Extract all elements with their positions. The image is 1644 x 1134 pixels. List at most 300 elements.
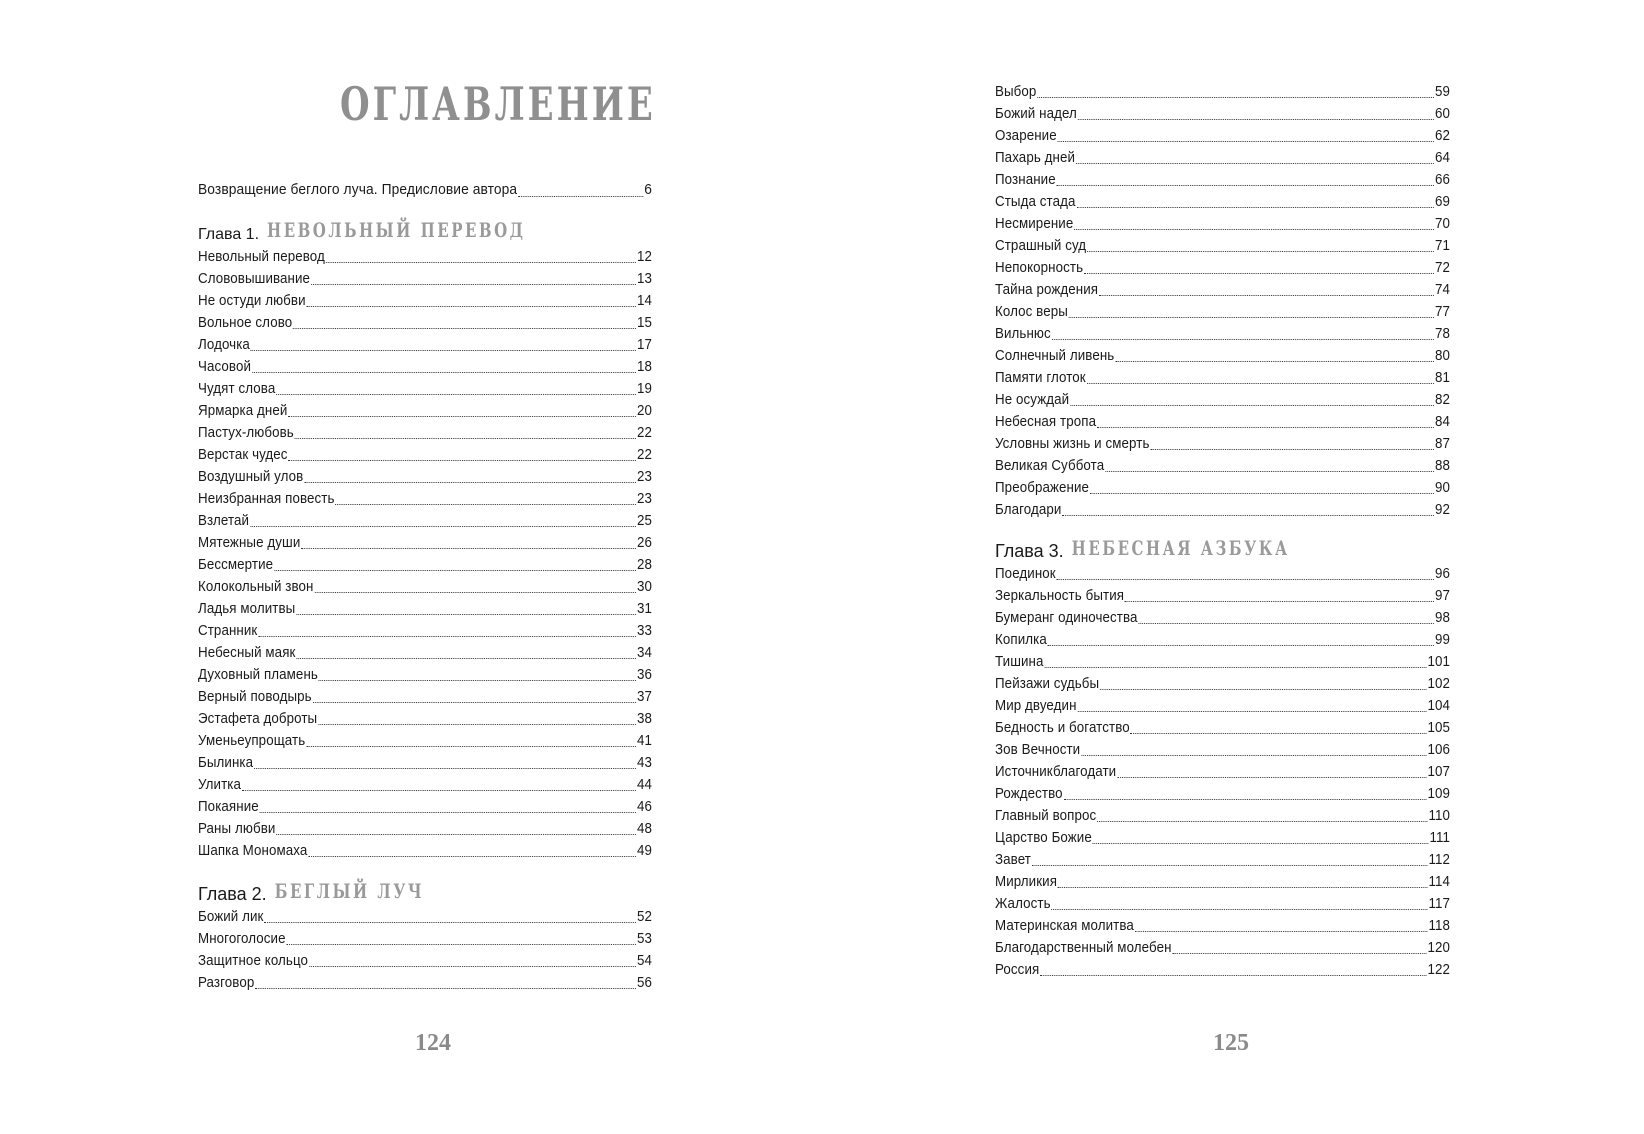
entry-page: 56 (636, 975, 653, 991)
entry-title: Зов Вечности (995, 742, 1081, 758)
entry-title: Памяти глоток (995, 370, 1086, 386)
entry-title: Вольное слово (198, 315, 293, 331)
dot-leader (1076, 163, 1434, 164)
toc-entry[interactable] (995, 301, 1450, 323)
toc-entry[interactable] (198, 620, 652, 642)
dot-leader (1040, 975, 1426, 976)
toc-entry[interactable] (995, 169, 1450, 191)
entry-page: 71 (1434, 238, 1451, 254)
entry-page: 30 (636, 579, 653, 595)
toc-entry[interactable] (198, 576, 652, 598)
entry-title: Мятежные души (198, 535, 301, 551)
dot-leader (287, 944, 637, 945)
entry-page: 101 (1427, 654, 1451, 670)
entry-title: Поединок (995, 566, 1056, 582)
dot-leader (1058, 887, 1428, 888)
entry-title: Благодари (995, 502, 1062, 518)
dot-leader (1150, 449, 1434, 450)
toc-entry[interactable] (995, 761, 1450, 783)
dot-leader (289, 460, 637, 461)
toc-entry[interactable] (198, 554, 652, 576)
entry-title: Возвращение беглого луча. Предисловие автора (198, 181, 518, 198)
chapter-1-entries (198, 246, 652, 862)
chapter-name: НЕБЕСНАЯ АЗБУКА (1071, 536, 1290, 561)
entry-page: 97 (1434, 588, 1451, 604)
dot-leader (250, 526, 636, 527)
toc-entry[interactable] (198, 400, 652, 422)
toc-entry[interactable] (995, 279, 1450, 301)
entry-page: 41 (636, 733, 653, 749)
dot-leader (335, 504, 636, 505)
entry-title: Неизбранная повесть (198, 491, 335, 507)
entry-title: Жалость (995, 896, 1051, 912)
entry-page: 87 (1434, 436, 1451, 452)
toc-entry[interactable] (198, 664, 652, 686)
toc-entry[interactable] (995, 125, 1450, 147)
dot-leader (258, 636, 636, 637)
dot-leader (1115, 361, 1434, 362)
entry-page: 96 (1434, 566, 1451, 582)
dot-leader (254, 768, 636, 769)
dot-leader (313, 702, 636, 703)
toc-entry[interactable] (995, 213, 1450, 235)
entry-title: Странник (198, 623, 258, 639)
entry-page: 111 (1429, 830, 1451, 846)
entry-title: Пахарь дней (995, 150, 1076, 166)
entry-page: 74 (1434, 282, 1451, 298)
entry-title: Колокольный звон (198, 579, 314, 595)
toc-entry[interactable] (995, 585, 1450, 607)
entry-title: Выбор (995, 84, 1037, 100)
dot-leader (1070, 405, 1434, 406)
dot-leader (252, 372, 636, 373)
toc-entry[interactable] (198, 378, 652, 400)
entry-title: Мирликия (995, 874, 1058, 890)
dot-leader (1093, 843, 1429, 844)
entry-page: 34 (636, 645, 653, 661)
toc-entry[interactable] (198, 598, 652, 620)
dot-leader (319, 680, 636, 681)
entry-title: Тайна рождения (995, 282, 1099, 298)
entry-page: 84 (1434, 414, 1451, 430)
dot-leader (1077, 711, 1426, 712)
entry-page: 36 (636, 667, 653, 683)
dot-leader (242, 790, 636, 791)
entry-page: 98 (1434, 610, 1451, 626)
dot-leader (295, 438, 636, 439)
dot-leader (307, 306, 637, 307)
entry-page: 122 (1427, 962, 1451, 978)
dot-leader (251, 350, 636, 351)
entry-title: Воздушный улов (198, 469, 304, 485)
toc-entry[interactable] (995, 673, 1450, 695)
entry-page: 48 (636, 821, 653, 837)
entry-page: 33 (636, 623, 653, 639)
entry-title: Пастух-любовь (198, 425, 294, 441)
toc-entry[interactable] (995, 783, 1450, 805)
toc-entry[interactable] (995, 191, 1450, 213)
dot-leader (1032, 865, 1428, 866)
toc-entry[interactable] (995, 433, 1450, 455)
entry-page: 114 (1428, 874, 1451, 890)
dot-leader (1100, 689, 1426, 690)
toc-entry[interactable] (198, 466, 652, 488)
entry-page: 104 (1427, 698, 1451, 714)
chapter-label: Глава 3. (995, 541, 1064, 561)
dot-leader (260, 812, 636, 813)
entry-title: Озарение (995, 128, 1057, 144)
entry-page: 23 (636, 469, 653, 485)
toc-entry[interactable] (198, 708, 652, 730)
dot-leader (1131, 733, 1427, 734)
toc-entry[interactable] (995, 827, 1450, 849)
dot-leader (1097, 821, 1427, 822)
toc-entry[interactable] (995, 477, 1450, 499)
entry-title: Источникблагодати (995, 764, 1117, 780)
toc-entry[interactable] (995, 651, 1450, 673)
chapter-2-continued-entries (995, 81, 1450, 521)
entry-title: Солнечный ливень (995, 348, 1115, 364)
entry-page: 46 (636, 799, 653, 815)
toc-entry[interactable] (995, 103, 1450, 125)
entry-title: Ярмарка дней (198, 403, 288, 419)
entry-page: 17 (636, 337, 653, 353)
entry-title: Условны жизнь и смерть (995, 436, 1150, 452)
toc-entry[interactable] (995, 849, 1450, 871)
dot-leader (274, 570, 636, 571)
entry-page: 106 (1427, 742, 1451, 758)
entry-page: 99 (1434, 632, 1451, 648)
entry-page: 52 (636, 909, 653, 925)
entry-page: 37 (636, 689, 653, 705)
entry-title: Бумеранг одиночества (995, 610, 1138, 626)
toc-entry[interactable] (198, 532, 652, 554)
dot-leader (301, 548, 636, 549)
dot-leader (318, 724, 636, 725)
entry-page: 22 (636, 447, 653, 463)
toc-right-column (995, 81, 1450, 981)
entry-title: Копилка (995, 632, 1047, 648)
toc-entry[interactable] (198, 334, 652, 356)
entry-page: 90 (1434, 480, 1451, 496)
entry-page: 28 (636, 557, 653, 573)
toc-entry[interactable] (198, 510, 652, 532)
entry-title: Бессмертие (198, 557, 274, 573)
toc-entry[interactable] (198, 422, 652, 444)
chapter-label: Глава 1. (198, 226, 260, 243)
chapter-2-entries (198, 906, 652, 994)
entry-title: Страшный суд (995, 238, 1087, 254)
entry-title: Великая Суббота (995, 458, 1105, 474)
dot-leader (1076, 207, 1434, 208)
entry-title: Мир двуедин (995, 698, 1077, 714)
dot-leader (308, 856, 636, 857)
entry-page: 110 (1428, 808, 1451, 824)
dot-leader (1105, 471, 1434, 472)
toc-left-column (198, 178, 652, 994)
entry-page: 6 (644, 181, 653, 198)
entry-page: 20 (636, 403, 653, 419)
page-number: 125 (1213, 1030, 1249, 1056)
entry-title: Вильнюс (995, 326, 1051, 342)
toc-entry[interactable] (198, 356, 652, 378)
entry-title: Лодочка (198, 337, 250, 353)
page-number: 124 (415, 1030, 451, 1056)
toc-entry[interactable] (995, 345, 1450, 367)
entry-page: 26 (636, 535, 653, 551)
entry-page: 31 (636, 601, 653, 617)
toc-entry[interactable] (995, 871, 1450, 893)
toc-entry[interactable] (995, 235, 1450, 257)
toc-entry[interactable] (198, 268, 652, 290)
dot-leader (1087, 251, 1434, 252)
dot-leader (1125, 601, 1434, 602)
entry-page: 19 (636, 381, 653, 397)
entry-page: 70 (1434, 216, 1451, 232)
entry-page: 44 (636, 777, 653, 793)
dot-leader (1062, 515, 1434, 516)
entry-title: Главный вопрос (995, 808, 1097, 824)
chapter-heading-2 (198, 879, 652, 906)
entry-title: Зеркальность бытия (995, 588, 1125, 604)
entry-page: 54 (636, 953, 653, 969)
toc-entry[interactable] (995, 563, 1450, 585)
toc-entry[interactable] (198, 774, 652, 796)
entry-title: Многоголосие (198, 931, 286, 947)
entry-page: 81 (1434, 370, 1451, 386)
entry-title: Былинка (198, 755, 254, 771)
toc-entry[interactable] (198, 730, 652, 752)
entry-page: 80 (1434, 348, 1451, 364)
dot-leader (1044, 667, 1426, 668)
entry-page: 105 (1427, 720, 1451, 736)
dot-leader (1087, 383, 1434, 384)
entry-title: Небесный маяк (198, 645, 296, 661)
entry-title: Невольный перевод (198, 249, 325, 265)
toc-entry[interactable] (198, 246, 652, 268)
entry-page: 82 (1434, 392, 1451, 408)
toc-entry[interactable] (198, 950, 652, 972)
toc-entry[interactable] (198, 752, 652, 774)
dot-leader (1058, 141, 1434, 142)
entry-title: Часовой (198, 359, 252, 375)
chapter-label: Глава 2. (198, 884, 267, 904)
entry-title: Несмирение (995, 216, 1074, 232)
toc-entry[interactable] (995, 937, 1450, 959)
entry-title: Верный поводырь (198, 689, 312, 705)
entry-title: Преображение (995, 480, 1090, 496)
toc-entry[interactable] (995, 147, 1450, 169)
dot-leader (1097, 427, 1434, 428)
dot-leader (1117, 777, 1426, 778)
chapter-heading-3 (995, 536, 1450, 563)
entry-title: Ладья молитвы (198, 601, 296, 617)
entry-page: 25 (636, 513, 653, 529)
dot-leader (296, 658, 636, 659)
dot-leader (311, 284, 636, 285)
dot-leader (255, 988, 636, 989)
entry-title: Царство Божие (995, 830, 1092, 846)
dot-leader (296, 614, 636, 615)
toc-entry[interactable] (198, 796, 652, 818)
entry-page: 78 (1434, 326, 1451, 342)
toc-entry[interactable] (995, 411, 1450, 433)
toc-entry[interactable] (198, 290, 652, 312)
entry-page: 109 (1427, 786, 1451, 802)
entry-title: Разговор (198, 975, 255, 991)
toc-entry-preface[interactable] (198, 178, 652, 202)
entry-title: Покаяние (198, 799, 259, 815)
entry-title: Непокорность (995, 260, 1084, 276)
entry-page: 59 (1434, 84, 1451, 100)
dot-leader (293, 328, 636, 329)
entry-title: Улитка (198, 777, 242, 793)
entry-title: Россия (995, 962, 1040, 978)
toc-entry[interactable] (995, 915, 1450, 937)
entry-title: Пейзажи судьбы (995, 676, 1100, 692)
toc-entry[interactable] (995, 455, 1450, 477)
entry-page: 62 (1434, 128, 1451, 144)
entry-page: 112 (1428, 852, 1451, 868)
entry-title: Чудят слова (198, 381, 276, 397)
chapter-name: БЕГЛЫЙ ЛУЧ (274, 879, 425, 904)
dot-leader (1037, 97, 1434, 98)
toc-entry[interactable] (995, 959, 1450, 981)
entry-page: 77 (1434, 304, 1451, 320)
entry-title: Божий надел (995, 106, 1077, 122)
toc-entry[interactable] (995, 695, 1450, 717)
entry-page: 13 (636, 271, 653, 287)
toc-entry[interactable] (995, 389, 1450, 411)
entry-page: 118 (1428, 918, 1451, 934)
entry-page: 102 (1427, 676, 1451, 692)
dot-leader (309, 966, 636, 967)
dot-leader (1069, 317, 1434, 318)
entry-page: 23 (636, 491, 653, 507)
dot-leader (1078, 119, 1434, 120)
dot-leader (1052, 909, 1428, 910)
dot-leader (1057, 185, 1434, 186)
toc-entry[interactable] (198, 686, 652, 708)
chapter-heading-1 (198, 218, 652, 246)
toc-entry[interactable] (198, 906, 652, 928)
entry-page: 43 (636, 755, 653, 771)
entry-title: Не остуди любви (198, 293, 306, 309)
entry-page: 72 (1434, 260, 1451, 276)
entry-page: 49 (636, 843, 653, 859)
entry-page: 69 (1434, 194, 1451, 210)
toc-entry[interactable] (995, 739, 1450, 761)
toc-entry[interactable] (995, 607, 1450, 629)
dot-leader (1084, 273, 1434, 274)
entry-title: Небесная тропа (995, 414, 1097, 430)
toc-entry[interactable] (198, 972, 652, 994)
entry-title: Стыда стада (995, 194, 1076, 210)
toc-heading: ОГЛАВЛЕНИЕ (340, 78, 656, 132)
dot-leader (1081, 755, 1426, 756)
entry-title: Рождество (995, 786, 1063, 802)
toc-entry[interactable] (198, 840, 652, 862)
entry-title: Взлетай (198, 513, 250, 529)
dot-leader (1135, 931, 1428, 932)
entry-page: 88 (1434, 458, 1451, 474)
toc-entry[interactable] (995, 893, 1450, 915)
toc-entry[interactable] (995, 805, 1450, 827)
right-page (822, 0, 1644, 1134)
dot-leader (1064, 799, 1427, 800)
dot-leader (1052, 339, 1434, 340)
toc-entry[interactable] (198, 444, 652, 466)
entry-page: 12 (636, 249, 653, 265)
chapter-name: НЕВОЛЬНЫЙ ПЕРЕВОД (267, 218, 526, 243)
entry-page: 92 (1434, 502, 1451, 518)
entry-title: Слововышивание (198, 271, 311, 287)
toc-entry[interactable] (198, 488, 652, 510)
entry-title: Познание (995, 172, 1056, 188)
toc-entry[interactable] (995, 717, 1450, 739)
entry-page: 60 (1434, 106, 1451, 122)
entry-title: Материнская молитва (995, 918, 1134, 934)
entry-title: Не осуждай (995, 392, 1070, 408)
entry-title: Благодарственный молебен (995, 940, 1172, 956)
dot-leader (1090, 493, 1434, 494)
dot-leader (1138, 623, 1434, 624)
dot-leader (306, 746, 636, 747)
entry-title: Тишина (995, 654, 1044, 670)
toc-entry[interactable] (995, 367, 1450, 389)
entry-page: 107 (1427, 764, 1451, 780)
toc-entry[interactable] (198, 312, 652, 334)
toc-entry[interactable] (198, 818, 652, 840)
dot-leader (326, 262, 636, 263)
entry-title: Раны любви (198, 821, 276, 837)
dot-leader (1074, 229, 1434, 230)
entry-title: Бедность и богатство (995, 720, 1130, 736)
toc-entry[interactable] (995, 323, 1450, 345)
toc-entry[interactable] (995, 629, 1450, 651)
dot-leader (518, 196, 643, 197)
entry-page: 22 (636, 425, 653, 441)
entry-title: Шапка Мономаха (198, 843, 308, 859)
dot-leader (264, 922, 636, 923)
entry-title: Эстафета доброты (198, 711, 318, 727)
entry-title: Божий лик (198, 909, 264, 925)
entry-title: Уменьеупрощать (198, 733, 306, 749)
entry-title: Духовный пламень (198, 667, 318, 683)
toc-entry[interactable] (198, 642, 652, 664)
entry-page: 64 (1434, 150, 1451, 166)
entry-page: 66 (1434, 172, 1451, 188)
toc-entry[interactable] (995, 81, 1450, 103)
entry-title: Верстак чудес (198, 447, 288, 463)
dot-leader (276, 394, 636, 395)
toc-entry[interactable] (198, 928, 652, 950)
entry-page: 53 (636, 931, 653, 947)
entry-title: Защитное кольцо (198, 953, 309, 969)
dot-leader (304, 482, 636, 483)
toc-entry[interactable] (995, 499, 1450, 521)
entry-title: Колос веры (995, 304, 1068, 320)
chapter-3-entries (995, 563, 1450, 981)
dot-leader (1048, 645, 1434, 646)
entry-page: 117 (1428, 896, 1451, 912)
dot-leader (1057, 579, 1434, 580)
toc-entry[interactable] (995, 257, 1450, 279)
entry-page: 38 (636, 711, 653, 727)
entry-page: 14 (636, 293, 653, 309)
entry-page: 120 (1427, 940, 1451, 956)
entry-page: 15 (636, 315, 653, 331)
